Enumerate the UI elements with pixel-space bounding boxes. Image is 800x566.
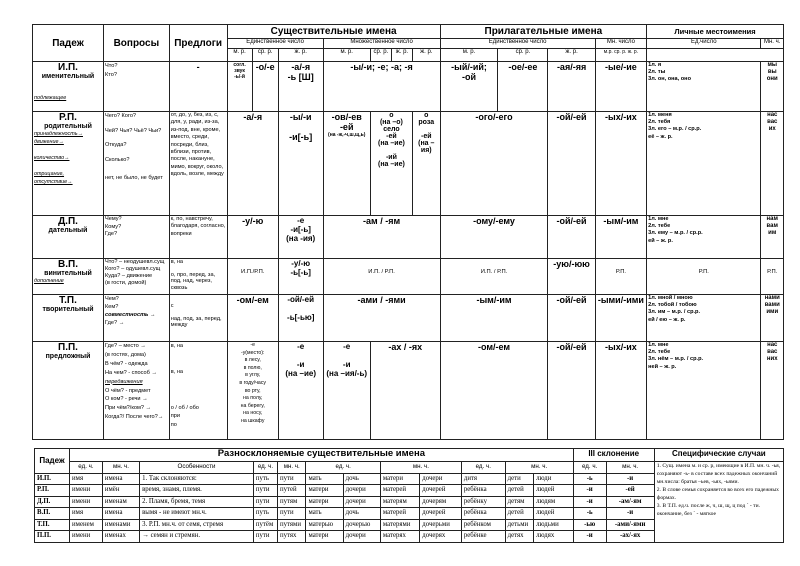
- noun-m-ending: И.П./Р.П.: [227, 259, 278, 295]
- question: Где? →: [105, 320, 125, 326]
- table-cell: И.П.: [35, 473, 70, 485]
- table-cell: детях: [505, 531, 533, 543]
- table-cell: -ь: [573, 473, 606, 485]
- adj-ms-ending: И.П. / Р.П.: [440, 259, 548, 295]
- noun-ms-ending: -у/-ю: [227, 216, 278, 259]
- adj-z-ending: -ая/-яя: [548, 62, 595, 112]
- prepositions: от, до, у, без, из, с, для, у, ради, из-за, из-под, вне, кроме, вместо, среди, посреди, близ, вблизи, против, после, накануне, мимо, вокруг, около, вдоль, возле, между: [169, 112, 227, 216]
- row-datelny: [33, 216, 784, 259]
- row-predlozhny: [33, 342, 784, 440]
- adj-pl-ending: -ые/-ие: [595, 62, 646, 112]
- table-cell: мать: [306, 508, 343, 520]
- table-cell: именах: [102, 531, 139, 543]
- noun-z-ending: -е -и[-ь] (на -ия): [278, 216, 323, 259]
- col-sg: ед. ч.: [70, 462, 103, 474]
- table-cell: -и: [606, 508, 654, 520]
- noun-pl-ending: -ами / -ями: [323, 295, 440, 342]
- table-cell: имя: [70, 508, 103, 520]
- table-cell: детей: [505, 485, 533, 497]
- case-name: родительный: [44, 123, 92, 130]
- adj-m-ending: -ый/-ий; -ой: [440, 62, 498, 112]
- adj-pl-ending: -ым/-им: [595, 216, 646, 259]
- col-sg: ед. ч.: [306, 462, 380, 474]
- g-s-adj: ср. р.: [498, 49, 548, 62]
- case-abbr: В.П.: [58, 259, 78, 270]
- table-cell: -ах/-ях: [606, 531, 654, 543]
- g-m-adj: м. р.: [440, 49, 498, 62]
- header-pronouns: Личные местоимения: [647, 25, 784, 39]
- table-cell: путями: [278, 519, 306, 531]
- pronoun-pl: мы вы они: [761, 62, 784, 112]
- table-cell: путях: [278, 531, 306, 543]
- header-pron-pl: Мн. ч.: [761, 39, 784, 49]
- table-cell: имя: [70, 473, 103, 485]
- table-cell: пути: [278, 508, 306, 520]
- noun-pl-ending-z: о роза -ей (на –ия): [412, 112, 440, 216]
- table-cell: имени: [70, 485, 103, 497]
- noun-s-ending: -о/-е: [252, 62, 278, 112]
- table-cell: матерях: [380, 531, 419, 543]
- adj-z-ending: -ой/-ей: [548, 216, 595, 259]
- table-cell: дочерью: [343, 519, 380, 531]
- table-cell: людях: [534, 531, 574, 543]
- case-note: принадлежность→: [34, 131, 83, 137]
- col-pl: мн. ч.: [102, 462, 139, 474]
- pronoun-pl: нас вас них: [761, 342, 784, 440]
- table-cell: Т.П.: [35, 519, 70, 531]
- case-abbr: П.П.: [58, 342, 78, 353]
- table-cell: -ей: [606, 485, 654, 497]
- adj-z-ending: -ой/-ей: [548, 112, 595, 216]
- table-cell: -и: [573, 496, 606, 508]
- table-cell: людьми: [534, 519, 574, 531]
- table-cell: пути: [253, 485, 277, 497]
- g-s-pl: ср. р.: [370, 49, 391, 62]
- table-cell: детей: [505, 508, 533, 520]
- question: Где? – место →: [105, 343, 146, 349]
- question: Сколько?: [105, 156, 130, 163]
- table-cell: -ам/-ям: [606, 496, 654, 508]
- table-cell: ребёнком: [461, 519, 505, 531]
- header-adj-pl: Мн. число: [595, 39, 646, 49]
- noun-pl-ending: И.П. / Р.П.: [323, 259, 440, 295]
- questions: Что? Кто?: [104, 62, 170, 112]
- table-cell: дочери: [343, 496, 380, 508]
- col-pl: мн. ч.: [606, 462, 654, 474]
- header-nouns: Существительные имена: [227, 25, 440, 39]
- table-cell: ребёнка: [461, 485, 505, 497]
- noun-z-ending: -а/-я -ь [Ш]: [278, 62, 323, 112]
- adj-ms-ending: -ом/-ем: [440, 342, 548, 440]
- question: Чей? Чья? Чьё? Чьи?: [105, 127, 162, 134]
- case-name: дательный: [48, 227, 88, 234]
- question: передвижения: [105, 378, 143, 385]
- specific-cases-title: Специфические случаи: [654, 449, 783, 462]
- question: нет, не было, не будет: [105, 175, 163, 182]
- adj-z-ending: -ой/-ей: [548, 295, 595, 342]
- noun-pl-note: (на -ж,-ч,ш,щ,ь): [328, 132, 366, 138]
- question: (в гостях, дома): [105, 351, 146, 358]
- table-cell: дочерей: [420, 485, 462, 497]
- adj-z-ending: -ой/-ей: [548, 342, 595, 440]
- table-cell: матери: [306, 485, 343, 497]
- question: При чём?/ком? →: [105, 405, 152, 412]
- question: На чем? - способ →: [105, 369, 157, 376]
- noun-m-ending: согл. звук -ь/-й: [227, 62, 252, 112]
- noun-ms-ending: -ом/-ем: [227, 295, 278, 342]
- table-cell: путей: [278, 485, 306, 497]
- table-cell: матери: [306, 531, 343, 543]
- table-cell: В.П.: [35, 508, 70, 520]
- case-name: творительный: [42, 306, 94, 313]
- noun-pl-ending-s: о (на –о) село -ей (на –ие) -ий (на –ие): [370, 112, 412, 216]
- question: совместность →: [105, 312, 156, 318]
- table-cell: Р.П.: [35, 485, 70, 497]
- adj-ms-ending: -ым/-им: [440, 295, 548, 342]
- row-vinitelny: [33, 259, 784, 295]
- table-cell: людей: [534, 485, 574, 497]
- pronoun-pl: нам вам им: [761, 216, 784, 259]
- table-cell: дети: [505, 473, 533, 485]
- table-cell: -ь: [573, 508, 606, 520]
- table-cell: имена: [102, 508, 139, 520]
- table-cell: -ью: [573, 519, 606, 531]
- table-cell: 2. Пламя, бремя, темя: [140, 496, 254, 508]
- case-note: дополнение: [34, 278, 64, 284]
- noun-m-ending: -е -у(место): в лесу, в полю, в углу, в году/часу во рту, на полу, на берегу, на носу, на шкафу: [227, 342, 278, 440]
- question: В чём? - одежда: [105, 360, 148, 367]
- table-cell: имена: [102, 473, 139, 485]
- g-adj-pl: м.р. ср. р. ж. р.: [595, 49, 646, 62]
- question: (в гости, домой): [105, 280, 147, 286]
- g-m: м. р.: [227, 49, 252, 62]
- col-pl: мн. ч.: [505, 462, 573, 474]
- question: О ком? - речи →: [105, 396, 148, 403]
- question: Чего? Кого?: [105, 113, 137, 119]
- table-cell: дочь: [343, 473, 380, 485]
- table-cell: именами: [102, 519, 139, 531]
- noun-z-ending: -е -и (на –ия/-ь): [323, 342, 370, 440]
- noun-s-ending: -е -и (на –ие): [278, 342, 323, 440]
- noun-z-ending: -у/-ю -ь[-ь]: [278, 259, 323, 295]
- table-cell: люди: [534, 473, 574, 485]
- header-adj-sg: Единственное число: [440, 39, 595, 49]
- table-cell: матерей: [380, 508, 419, 520]
- table-cell: ребёнке: [461, 531, 505, 543]
- adj-s-ending: -ое/-ее: [498, 62, 548, 112]
- case-name: именительный: [41, 73, 95, 80]
- case-note: подлежащее: [34, 95, 67, 101]
- case-abbr: Д.П.: [58, 216, 78, 227]
- table-cell: дочери: [420, 473, 462, 485]
- col-sg: ед. ч.: [461, 462, 505, 474]
- question: Откуда?: [105, 142, 127, 149]
- table-cell: имени: [70, 496, 103, 508]
- pronoun-sg: 1л. мне 2л. тебе 3л. ему – м.р. / ср.р. ей – ж. р.: [647, 216, 761, 259]
- table-cell: матерей: [380, 485, 419, 497]
- g-z-pl2: ж. р.: [412, 49, 440, 62]
- table-cell: вымя - не имеют мн.ч.: [140, 508, 254, 520]
- table-cell: матери: [306, 496, 343, 508]
- table-cell: путь: [253, 473, 277, 485]
- adj-ms-ending: -ого/-его: [440, 112, 548, 216]
- adj-pl-ending: -ыми/-ими: [595, 295, 646, 342]
- table-cell: детям: [505, 496, 533, 508]
- question: Кем?: [105, 304, 119, 310]
- table-cell: -ами/-ями: [606, 519, 654, 531]
- pronoun-pl: нами вами ими: [761, 295, 784, 342]
- table-cell: 3. Р.П. мн.ч. от семя, стремя: [140, 519, 254, 531]
- irregular-nouns-table: [34, 448, 784, 543]
- pronoun-pl: Р.П.: [761, 259, 784, 295]
- adj-pl-ending: -ых/-их: [595, 342, 646, 440]
- prepositions: -: [169, 62, 227, 112]
- noun-pl-ending: -ам / -ям: [323, 216, 440, 259]
- header-voprosy: Вопросы: [104, 25, 170, 62]
- col-sg: ед. ч.: [573, 462, 606, 474]
- table-cell: дочерей: [420, 508, 462, 520]
- noun-pl-ending: -ах / -ях: [370, 342, 440, 440]
- table-cell: дочерях: [420, 531, 462, 543]
- question: Когда?/ После чего?→: [105, 414, 164, 421]
- header-adjectives: Прилагательные имена: [440, 25, 646, 39]
- noun-pl-ending: -ы/-и; -е; -а; -я: [323, 62, 440, 112]
- question: Кого? – одушевл.сущ: [105, 266, 161, 272]
- noun-z-ending: -ы/-и -и[-ь]: [278, 112, 323, 216]
- case-note: отрицание, отсутствие→: [34, 171, 73, 185]
- g-z-adj: ж. р.: [548, 49, 595, 62]
- col-pl: мн. ч.: [278, 462, 306, 474]
- table-cell: Д.П.: [35, 496, 70, 508]
- table-cell: путь: [253, 508, 277, 520]
- adj-ms-ending: -ому/-ему: [440, 216, 548, 259]
- g-m-pl: м. р.: [323, 49, 370, 62]
- table-cell: дочерям: [420, 496, 462, 508]
- pronoun-sg: 1л. меня 2л. тебя 3л. его – м.р. / ср.р. её – ж. р.: [647, 112, 761, 216]
- specific-cases-text: 1. Сущ. имена м. и ср. р, имеющие в И.П. мн. ч. -ья, сохраняют -ь- в составе всех падежных окончаний мн.числа: братья –ьев, -ьях, -ьями. 2. В слове семья сохраняется во всех его падежных формах. 3. В Т.П. ед.ч. после ж, ч, ш, щ, ц под ˊ - ти. окончание, без ˊ - мягкое: [654, 462, 783, 543]
- question: Чем?: [105, 296, 119, 302]
- bottom-header-padezh: Падеж: [35, 449, 70, 474]
- case-abbr: И.П.: [58, 62, 78, 73]
- table-cell: имени: [70, 531, 103, 543]
- row-tvoritelny: [33, 295, 784, 342]
- prepositions: в, на в, на о / об / обо при по: [169, 342, 227, 440]
- case-name: предложный: [45, 353, 91, 360]
- noun-z-ending: -ой/-ей -ь[-ью]: [278, 295, 323, 342]
- col-sg: ед. ч.: [253, 462, 277, 474]
- table-cell: именем: [70, 519, 103, 531]
- table-cell: матерями: [380, 519, 419, 531]
- pronoun-sg: 1л. мне 2л. тебе 3л. нём – м.р. / ср.р. ней – ж. р.: [647, 342, 761, 440]
- case-abbr: Р.П.: [59, 112, 77, 123]
- table-cell: дочерьми: [420, 519, 462, 531]
- row-roditelny: [33, 112, 784, 216]
- table-cell: ребёнка: [461, 508, 505, 520]
- table-cell: матерям: [380, 496, 419, 508]
- table-cell: дочь: [343, 508, 380, 520]
- table-cell: пути: [253, 531, 277, 543]
- question: Куда? – движение: [105, 273, 153, 279]
- prepositions: с над, под, за, перед, между: [169, 295, 227, 342]
- noun-ms-ending: -а/-я: [227, 112, 278, 216]
- table-cell: имён: [102, 485, 139, 497]
- header-padezh: Падеж: [33, 25, 104, 62]
- table-cell: путям: [278, 496, 306, 508]
- header-pron-sg: Ед.число: [647, 39, 761, 49]
- noun-pl-ending: -ов/-ев -ей: [331, 112, 362, 132]
- table-cell: → семян и стремян.: [140, 531, 254, 543]
- g-z-pl: ж. р.: [391, 49, 412, 62]
- table-cell: дочери: [343, 531, 380, 543]
- table-cell: пути: [278, 473, 306, 485]
- table-cell: детьми: [505, 519, 533, 531]
- table-cell: дитя: [461, 473, 505, 485]
- pronoun-sg: 1л. мной / мною 2л. тобой / тобою 3л. им – м.р. / ср.р. ей / ею – ж. р.: [647, 295, 761, 342]
- table-cell: людям: [534, 496, 574, 508]
- pronoun-sg: 1л. я 2л. ты 3л. он, она, оно: [647, 62, 761, 112]
- g-z: ж. р.: [278, 49, 323, 62]
- case-name: винительный: [44, 270, 92, 277]
- prepositions: к, по, навстречу, благодаря, согласно, вопреки: [169, 216, 227, 259]
- adj-z-ending: -ую/-юю: [548, 259, 595, 295]
- row-imenitelny: [33, 62, 784, 112]
- g-s: ср. р.: [252, 49, 278, 62]
- header-noun-sg: Единственное число: [227, 39, 323, 49]
- table-cell: матерью: [306, 519, 343, 531]
- table-cell: П.П.: [35, 531, 70, 543]
- case-abbr: Т.П.: [59, 295, 77, 306]
- table-cell: -и: [573, 485, 606, 497]
- question: Что? – неодушевл.сущ: [105, 259, 165, 265]
- questions: Чему? Кому? Где?: [104, 216, 170, 259]
- table-cell: мать: [306, 473, 343, 485]
- table-cell: матери: [380, 473, 419, 485]
- third-declension-title: III склонение: [573, 449, 654, 462]
- pronoun-pl: нас вас их: [761, 112, 784, 216]
- pronoun-sg: Р.П.: [647, 259, 761, 295]
- table-cell: пути: [253, 496, 277, 508]
- table-cell: именам: [102, 496, 139, 508]
- adj-pl-ending: -ых/-их: [595, 112, 646, 216]
- declension-table: [32, 24, 784, 440]
- table-cell: 1. Так склоняются:: [140, 473, 254, 485]
- prepositions: в, на о, про, перед, за, под, над, через, сквозь: [169, 259, 227, 295]
- table-cell: ребёнку: [461, 496, 505, 508]
- question: О чём? - предмет: [105, 387, 151, 394]
- col-pl: мн. ч.: [380, 462, 461, 474]
- header-predlogi: Предлоги: [169, 25, 227, 62]
- case-note: количество→: [34, 155, 70, 161]
- header-noun-pl: Множественное число: [323, 39, 440, 49]
- table-cell: людей: [534, 508, 574, 520]
- table-cell: -и: [573, 531, 606, 543]
- table-cell: время, знамя, племя.: [140, 485, 254, 497]
- table-cell: путём: [253, 519, 277, 531]
- adj-pl-ending: Р.П.: [595, 259, 646, 295]
- bottom-title: Разносклоняемые существительные имена: [70, 449, 574, 462]
- table-cell: -и: [606, 473, 654, 485]
- case-note: движение→: [34, 139, 64, 145]
- table-cell: дочери: [343, 485, 380, 497]
- col-features: Особенности: [140, 462, 254, 474]
